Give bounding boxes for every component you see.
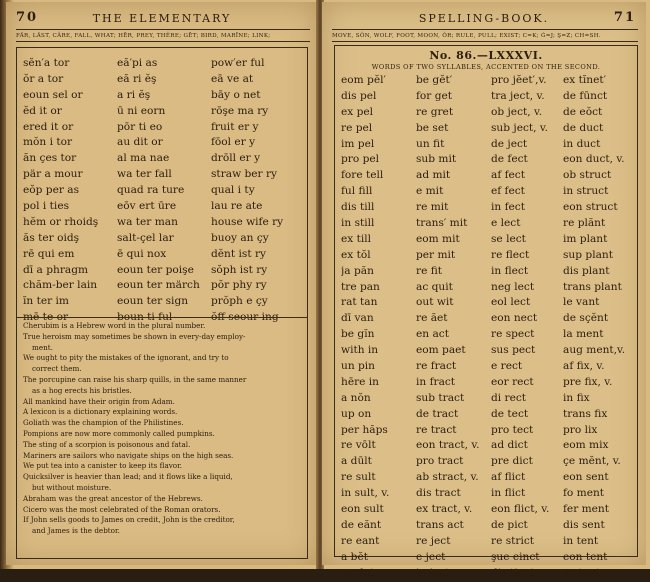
- word-cell: trans fix: [563, 407, 608, 420]
- word-cell: tre pan: [341, 280, 380, 293]
- word-cell: de duct: [563, 121, 604, 134]
- word-cell: fruit er y: [211, 120, 259, 133]
- word-cell: re sult: [341, 471, 376, 484]
- word-cell: ad dict: [491, 439, 528, 452]
- word-cell: eom mit: [416, 232, 460, 245]
- word-cell: af fix, v.: [563, 360, 605, 373]
- word-cell: en act: [416, 328, 449, 341]
- word-cell: pre dict: [491, 455, 533, 468]
- left-running-head: [16, 12, 308, 26]
- word-row: [341, 232, 633, 248]
- word-cell: per mit: [416, 248, 456, 261]
- word-row: [23, 167, 303, 183]
- word-cell: al ma nae: [117, 152, 170, 165]
- word-cell: re mit: [416, 201, 449, 214]
- word-cell: trans plant: [563, 280, 622, 293]
- word-cell: ered it or: [23, 120, 74, 133]
- word-cell: sub ject, v.: [491, 121, 548, 134]
- word-cell: ex tract, v.: [416, 503, 473, 516]
- sentence-line: correct them.: [32, 364, 82, 374]
- word-cell: eoun ter poişe: [117, 263, 194, 276]
- word-cell: bāy o net: [211, 88, 261, 101]
- word-row: [341, 137, 633, 153]
- word-cell: ex tŏl: [341, 248, 371, 261]
- word-cell: pre fix, v.: [563, 375, 613, 388]
- word-cell: pro lix: [563, 423, 598, 436]
- word-cell: eom pĕl′: [341, 74, 386, 86]
- word-row: [23, 215, 303, 231]
- word-row: [341, 470, 633, 486]
- word-cell: re strict: [491, 534, 535, 547]
- word-cell: ĕd it or: [23, 104, 62, 117]
- word-cell: ē qui nox: [117, 247, 167, 260]
- word-cell: rat tan: [341, 296, 378, 309]
- word-cell: in ject: [416, 566, 450, 579]
- word-row: [341, 121, 633, 137]
- word-cell: eon struct: [563, 201, 618, 214]
- right-pronunciation-key: MOVE, SŎN, WOLF, FOOT, MOON, ŎR; RULE, PULL; EXIST; C=K; Ġ=J; Ş=Z; CH=SH.: [332, 29, 638, 42]
- left-pronunciation-key: FÄR, LÄST, CÂRE, FALL, WHAT; HĒR, PREY, THÊRE; GĒT; BIRD, MARĪNE; LINK;: [16, 29, 310, 42]
- word-cell: be set: [416, 121, 449, 134]
- left-page-number: 70: [16, 10, 39, 25]
- word-cell: buoy an çy: [211, 231, 269, 244]
- word-cell: in fect: [491, 201, 525, 214]
- word-cell: out wit: [416, 296, 454, 309]
- sentence-line: and James is the debtor.: [32, 526, 120, 536]
- word-cell: per hăps: [341, 423, 388, 436]
- word-cell: in fix: [563, 391, 590, 404]
- word-cell: le vant: [563, 296, 600, 309]
- word-row: [23, 294, 303, 310]
- word-cell: e ject: [416, 550, 446, 563]
- word-row: [341, 264, 633, 280]
- word-cell: a ri ĕş: [117, 88, 151, 101]
- word-cell: be gĭn: [341, 328, 375, 341]
- word-row: [341, 534, 633, 550]
- word-cell: re gret: [416, 105, 454, 118]
- sentence-line: We put tea into a canister to keep its flavor.: [23, 461, 183, 471]
- word-cell: ea det: [341, 566, 375, 579]
- word-cell: dis tinct: [491, 566, 535, 579]
- word-cell: salt-çel lar: [117, 231, 174, 244]
- word-cell: e mit: [416, 185, 444, 198]
- word-cell: in tent: [563, 534, 599, 547]
- sentence-line: The porcupine can raise his sharp quills, in the same manner: [23, 374, 247, 384]
- lesson-title: No. 86.—LXXXVI.: [429, 49, 543, 62]
- word-cell: in sult, v.: [341, 487, 390, 500]
- word-cell: pro pel: [341, 153, 380, 166]
- word-cell: prŏph e çy: [211, 295, 268, 308]
- word-row: [23, 151, 303, 167]
- sentence-line: All mankind have their origin from Adam.: [23, 396, 175, 406]
- word-cell: a bĕt: [341, 550, 368, 563]
- word-row: [23, 247, 303, 263]
- word-cell: de pict: [491, 518, 528, 531]
- sentence-line: We ought to pity the mistakes of the ignorant, and try to: [23, 353, 229, 363]
- word-cell: sĕn′a tor: [23, 57, 70, 69]
- left-content-box: [16, 47, 308, 559]
- word-row: [341, 73, 633, 89]
- word-row: [341, 280, 633, 296]
- word-row: [23, 120, 303, 136]
- word-cell: tra ject, v.: [491, 89, 545, 102]
- word-cell: eŏp per as: [23, 184, 80, 197]
- word-row: [341, 168, 633, 184]
- word-cell: eon flict, v.: [491, 503, 550, 516]
- word-cell: neg lect: [491, 280, 535, 293]
- word-cell: a nŏn: [341, 391, 371, 404]
- word-cell: eă ri ĕş: [117, 72, 157, 85]
- word-cell: trans′ mit: [416, 217, 468, 230]
- word-cell: fer ment: [563, 503, 610, 516]
- word-cell: dī van: [341, 312, 374, 325]
- word-cell: eon nect: [491, 312, 538, 325]
- word-cell: be gĕt′: [416, 74, 453, 86]
- word-row: [341, 423, 633, 439]
- word-cell: pōr ti eo: [117, 120, 163, 133]
- word-row: [341, 438, 633, 454]
- word-cell: im pel: [341, 137, 375, 150]
- word-cell: ja păn: [341, 264, 374, 277]
- word-cell: de ject: [491, 137, 528, 150]
- sentence-line: True heroism may sometimes be shown in every-day employ-: [23, 331, 246, 341]
- word-cell: chăm-ber lain: [23, 279, 98, 292]
- word-row: [23, 72, 303, 88]
- left-running-title: THE ELEMENTARY: [92, 12, 232, 25]
- word-cell: pow′er ful: [211, 57, 265, 69]
- word-row: [341, 248, 633, 264]
- word-cell: fōol er y: [211, 136, 256, 149]
- word-cell: se lect: [491, 232, 526, 245]
- word-cell: ex till: [341, 232, 372, 245]
- sentence-line: Cherubim is a Hebrew word in the plural number.: [23, 321, 206, 330]
- word-row: [341, 407, 633, 423]
- word-cell: ob struct: [563, 169, 612, 182]
- word-cell: eon tent: [563, 550, 608, 563]
- word-cell: eoun ter märch: [117, 279, 200, 292]
- word-cell: la ment: [563, 328, 604, 341]
- word-row: [341, 105, 633, 121]
- word-cell: ef fect: [491, 185, 525, 198]
- word-cell: re spect: [491, 328, 535, 341]
- word-row: [23, 135, 303, 151]
- word-cell: ab stract, v.: [416, 471, 479, 484]
- word-row: [341, 566, 633, 582]
- word-cell: ăn çes tor: [23, 152, 77, 165]
- word-cell: re pel: [341, 121, 373, 134]
- sentence-line: Goliath was the champion of the Philistines.: [23, 418, 184, 428]
- word-cell: af flict: [491, 471, 526, 484]
- word-cell: de fect: [491, 153, 528, 166]
- word-cell: dī a phragm: [23, 263, 89, 276]
- sentence-line: but without moisture.: [32, 482, 112, 492]
- word-cell: dis sent: [563, 518, 605, 531]
- sentence-line: Pompions are now more commonly called pumpkins.: [23, 428, 215, 438]
- word-cell: af fect: [491, 169, 525, 182]
- word-cell: pŏr phy ry: [211, 279, 267, 292]
- word-cell: de fūnct: [563, 89, 608, 102]
- word-cell: eon sult: [341, 503, 384, 516]
- word-row: [23, 88, 303, 104]
- word-cell: rōşe ma ry: [211, 104, 269, 117]
- word-row: [341, 311, 633, 327]
- sentence-line: as a hog erects his bristles.: [32, 385, 132, 395]
- reading-sentences: [23, 321, 305, 537]
- word-cell: sub mit: [416, 153, 457, 166]
- word-cell: de sçĕnt: [563, 312, 609, 325]
- word-cell: hēre in: [341, 375, 380, 388]
- word-cell: de tract: [416, 407, 459, 420]
- word-cell: şue einct: [491, 550, 540, 563]
- word-row: [341, 327, 633, 343]
- sentence-line: ment.: [32, 342, 53, 352]
- word-cell: boun ti ful: [117, 311, 173, 324]
- word-row: [23, 278, 303, 294]
- word-cell: re fract: [416, 360, 457, 373]
- word-row: [341, 295, 633, 311]
- word-cell: re ăet: [416, 312, 448, 325]
- word-cell: çe mĕnt, v.: [563, 455, 621, 468]
- right-running-title: SPELLING-BOOK.: [418, 12, 550, 25]
- word-cell: eol lect: [491, 296, 531, 309]
- word-cell: eā ve at: [211, 72, 254, 85]
- word-row: [23, 199, 303, 215]
- right-word-list: [341, 73, 633, 582]
- word-cell: pro tect: [491, 423, 534, 436]
- sentence-line: The sting of a scorpion is poisonous and fatal.: [23, 439, 191, 449]
- word-row: [341, 343, 633, 359]
- sentence-line: Mariners are sailors who navigate ships on the high seas.: [23, 450, 234, 460]
- word-cell: mŏn i tor: [23, 136, 73, 149]
- word-cell: dis till: [341, 201, 375, 214]
- word-cell: drōll er y: [211, 152, 261, 165]
- left-word-list: [23, 56, 303, 326]
- word-row: [341, 184, 633, 200]
- word-cell: eor rect: [491, 375, 534, 388]
- word-cell: in flect: [491, 264, 529, 277]
- word-cell: dĕnt ist ry: [211, 247, 266, 260]
- word-cell: eă′pi as: [117, 57, 158, 69]
- word-cell: de eŏct: [563, 105, 603, 118]
- word-cell: pro tract: [416, 455, 464, 468]
- sentence-line: If John sells goods to James on credit, John is the creditor,: [23, 515, 235, 525]
- word-row: [341, 454, 633, 470]
- word-cell: dis pel: [341, 89, 377, 102]
- word-cell: wa ter man: [117, 215, 178, 228]
- word-row: [341, 216, 633, 232]
- word-cell: wa ter fall: [117, 168, 172, 181]
- word-cell: eon duct, v.: [563, 153, 625, 166]
- word-cell: pol i ties: [23, 200, 70, 213]
- word-row: [23, 263, 303, 279]
- word-cell: ob ject, v.: [491, 105, 543, 118]
- word-cell: sus pect: [491, 344, 536, 357]
- word-cell: quad ra ture: [117, 184, 185, 197]
- word-cell: ŏff seour ing: [211, 311, 279, 324]
- word-row: [341, 359, 633, 375]
- word-cell: hĕm or rhoidş: [23, 215, 99, 228]
- word-row: [341, 375, 633, 391]
- word-cell: dis tract: [416, 487, 461, 500]
- word-cell: di rect: [491, 391, 527, 404]
- divider-line: [17, 317, 307, 318]
- word-cell: un pin: [341, 360, 376, 373]
- word-cell: fo ment: [563, 487, 605, 500]
- word-cell: eoun ter sign: [117, 295, 189, 308]
- word-cell: re flect: [491, 248, 530, 261]
- word-cell: for get: [416, 89, 453, 102]
- word-cell: aug ment,v.: [563, 344, 626, 357]
- word-cell: qual i ty: [211, 184, 255, 197]
- word-cell: in fract: [416, 375, 456, 388]
- word-cell: ex tent: [563, 566, 601, 579]
- word-row: [341, 152, 633, 168]
- right-running-head: [332, 12, 636, 26]
- word-row: [23, 56, 303, 72]
- word-cell: de tect: [491, 407, 529, 420]
- word-cell: re fit: [416, 264, 443, 277]
- lesson-subtitle: WORDS OF TWO SYLLABLES, ACCENTED ON THE SECOND.: [371, 63, 601, 71]
- word-row: [341, 518, 633, 534]
- sentence-line: Abraham was the great ancestor of the Hebrews.: [23, 493, 203, 503]
- word-cell: up on: [341, 407, 372, 420]
- word-cell: eon tract, v.: [416, 439, 480, 452]
- word-row: [23, 231, 303, 247]
- word-cell: re eant: [341, 534, 380, 547]
- word-cell: eoun sel or: [23, 88, 83, 101]
- word-cell: straw ber ry: [211, 168, 278, 181]
- word-cell: ex pel: [341, 105, 374, 118]
- word-cell: in struct: [563, 185, 609, 198]
- right-content-box: [334, 45, 638, 579]
- sentence-line: Cicero was the most celebrated of the Roman orators.: [23, 504, 221, 514]
- word-cell: sup plant: [563, 248, 613, 261]
- word-cell: e rect: [491, 360, 523, 373]
- word-row: [23, 104, 303, 120]
- word-cell: in duct: [563, 137, 601, 150]
- word-cell: eom mix: [563, 439, 609, 452]
- word-row: [341, 502, 633, 518]
- word-cell: e lect: [491, 217, 521, 230]
- word-cell: eom paet: [416, 344, 466, 357]
- word-cell: a dūlt: [341, 455, 372, 468]
- word-cell: trans act: [416, 518, 464, 531]
- word-cell: in still: [341, 217, 375, 230]
- right-page-number: 71: [613, 10, 636, 25]
- word-cell: ac quit: [416, 280, 453, 293]
- word-cell: sub tract: [416, 391, 465, 404]
- word-cell: with in: [341, 344, 379, 357]
- word-cell: ĭn ter im: [23, 295, 69, 308]
- word-cell: im plant: [563, 232, 608, 245]
- word-cell: eon sent: [563, 471, 609, 484]
- word-cell: re ject: [416, 534, 451, 547]
- word-cell: re plănt: [563, 217, 606, 230]
- word-cell: re vōlt: [341, 439, 376, 452]
- word-cell: ful fill: [341, 185, 373, 198]
- sentence-line: A lexicon is a dictionary explaining words.: [23, 407, 178, 417]
- word-cell: un fit: [416, 137, 445, 150]
- word-cell: pär a mour: [23, 168, 83, 181]
- word-row: [23, 183, 303, 199]
- word-cell: de eănt: [341, 518, 382, 531]
- word-cell: au dit or: [117, 136, 163, 149]
- word-cell: house wife ry: [211, 215, 284, 228]
- word-row: [341, 486, 633, 502]
- word-cell: pro jĕet′,v.: [491, 74, 547, 86]
- word-cell: dis plant: [563, 264, 610, 277]
- word-cell: in flict: [491, 487, 526, 500]
- word-cell: ex tĭnet′: [563, 74, 607, 86]
- word-row: [341, 550, 633, 566]
- word-cell: sŏph ist ry: [211, 263, 268, 276]
- word-cell: fore tell: [341, 169, 384, 182]
- word-row: [341, 89, 633, 105]
- word-cell: mē te or: [23, 311, 69, 324]
- word-cell: rē qui em: [23, 247, 75, 260]
- word-cell: re tract: [416, 423, 457, 436]
- word-row: [341, 391, 633, 407]
- word-cell: ū ni eorn: [117, 104, 166, 117]
- left-page: [6, 2, 318, 565]
- sentence-line: Quicksilver is heavier than lead; and it flows like a liquid,: [23, 472, 233, 482]
- word-cell: lau re ate: [211, 200, 263, 213]
- word-cell: eōv ert ūre: [117, 200, 177, 213]
- word-row: [341, 200, 633, 216]
- word-cell: ŏr a tor: [23, 72, 64, 85]
- word-cell: ăs ter oidş: [23, 231, 80, 244]
- word-cell: ad mit: [416, 169, 451, 182]
- right-page: [322, 2, 646, 579]
